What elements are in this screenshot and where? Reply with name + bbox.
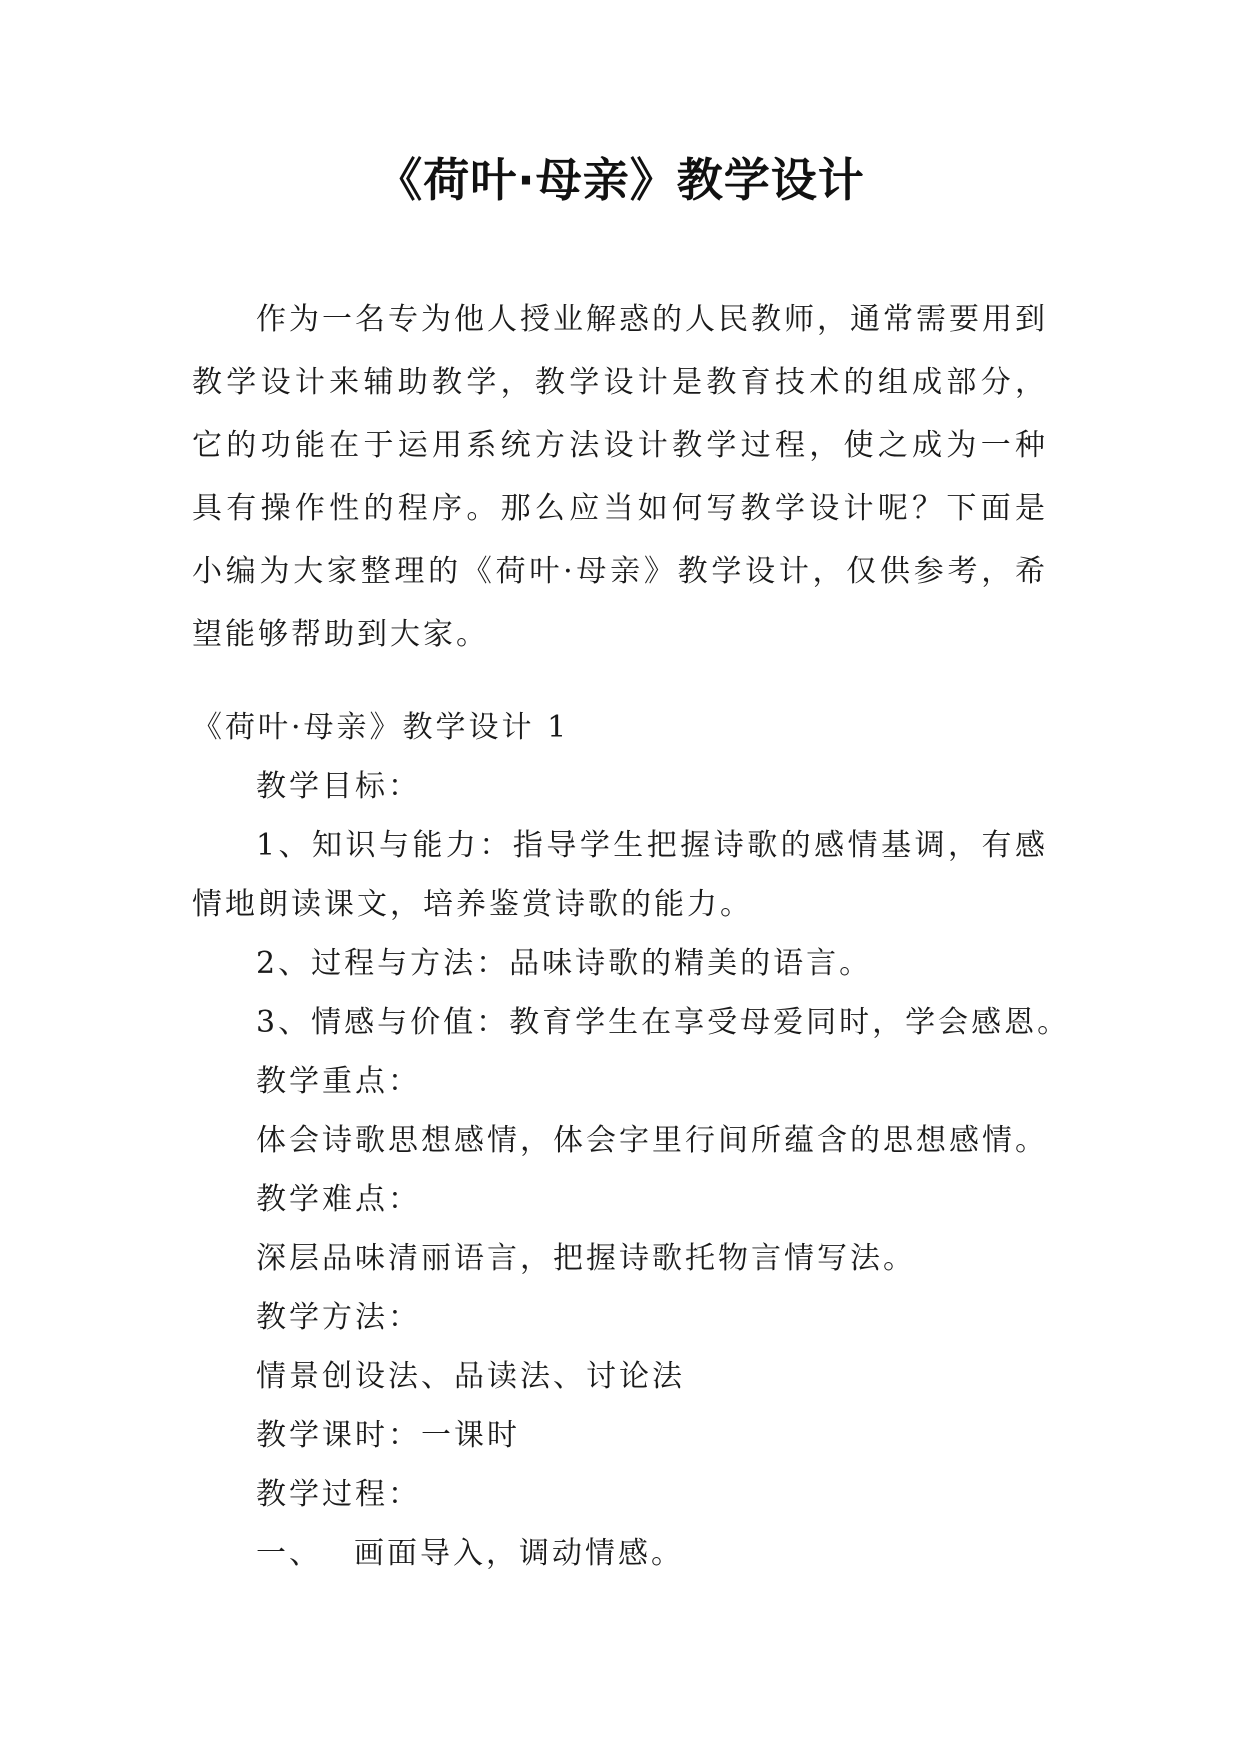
objectives-label: 教学目标： <box>256 769 421 804</box>
objective-3: 3、情感与价值：教育学生在享受母爱同时，学会感恩。 <box>256 1005 1071 1040</box>
intro-paragraph: 作为一名专为他人授业解惑的人民教师，通常需要用到教学设计来辅助教学，教学设计是教育技术的组成部分，它的功能在于运用系统方法设计教学过程，使之成为一种具有操作性的程序。那么应当如何写教学设计呢？下面是小编为大家整理的《荷叶·母亲》教学设计，仅供参考，希望能够帮助到大家。 <box>192 302 1048 652</box>
objective-2: 2、过程与方法：品味诗歌的精美的语言。 <box>256 946 873 981</box>
objective-1: 1、知识与能力：指导学生把握诗歌的感情基调，有感情地朗读课文，培养鉴赏诗歌的能力。 <box>192 828 1048 922</box>
step-text: 画面导入，调动情感。 <box>354 1536 684 1571</box>
lesson-plan-body <box>192 698 1092 1583</box>
process-step-1 <box>192 1524 1092 1583</box>
method-text: 情景创设法、品读法、讨论法 <box>256 1359 685 1394</box>
duration-text: 教学课时：一课时 <box>256 1418 520 1453</box>
process-label: 教学过程： <box>256 1477 421 1512</box>
key-point-label: 教学重点： <box>256 1064 421 1099</box>
method-label: 教学方法： <box>256 1300 421 1335</box>
difficulty-label: 教学难点： <box>256 1182 421 1217</box>
step-number: 一、 <box>256 1536 322 1571</box>
section-heading: 《荷叶·母亲》教学设计 1 <box>192 710 570 745</box>
key-point-text: 体会诗歌思想感情，体会字里行间所蕴含的思想感情。 <box>256 1123 1048 1158</box>
document-title: 《荷叶·母亲》教学设计 <box>376 153 865 207</box>
difficulty-text: 深层品味清丽语言，把握诗歌托物言情写法。 <box>256 1241 916 1276</box>
